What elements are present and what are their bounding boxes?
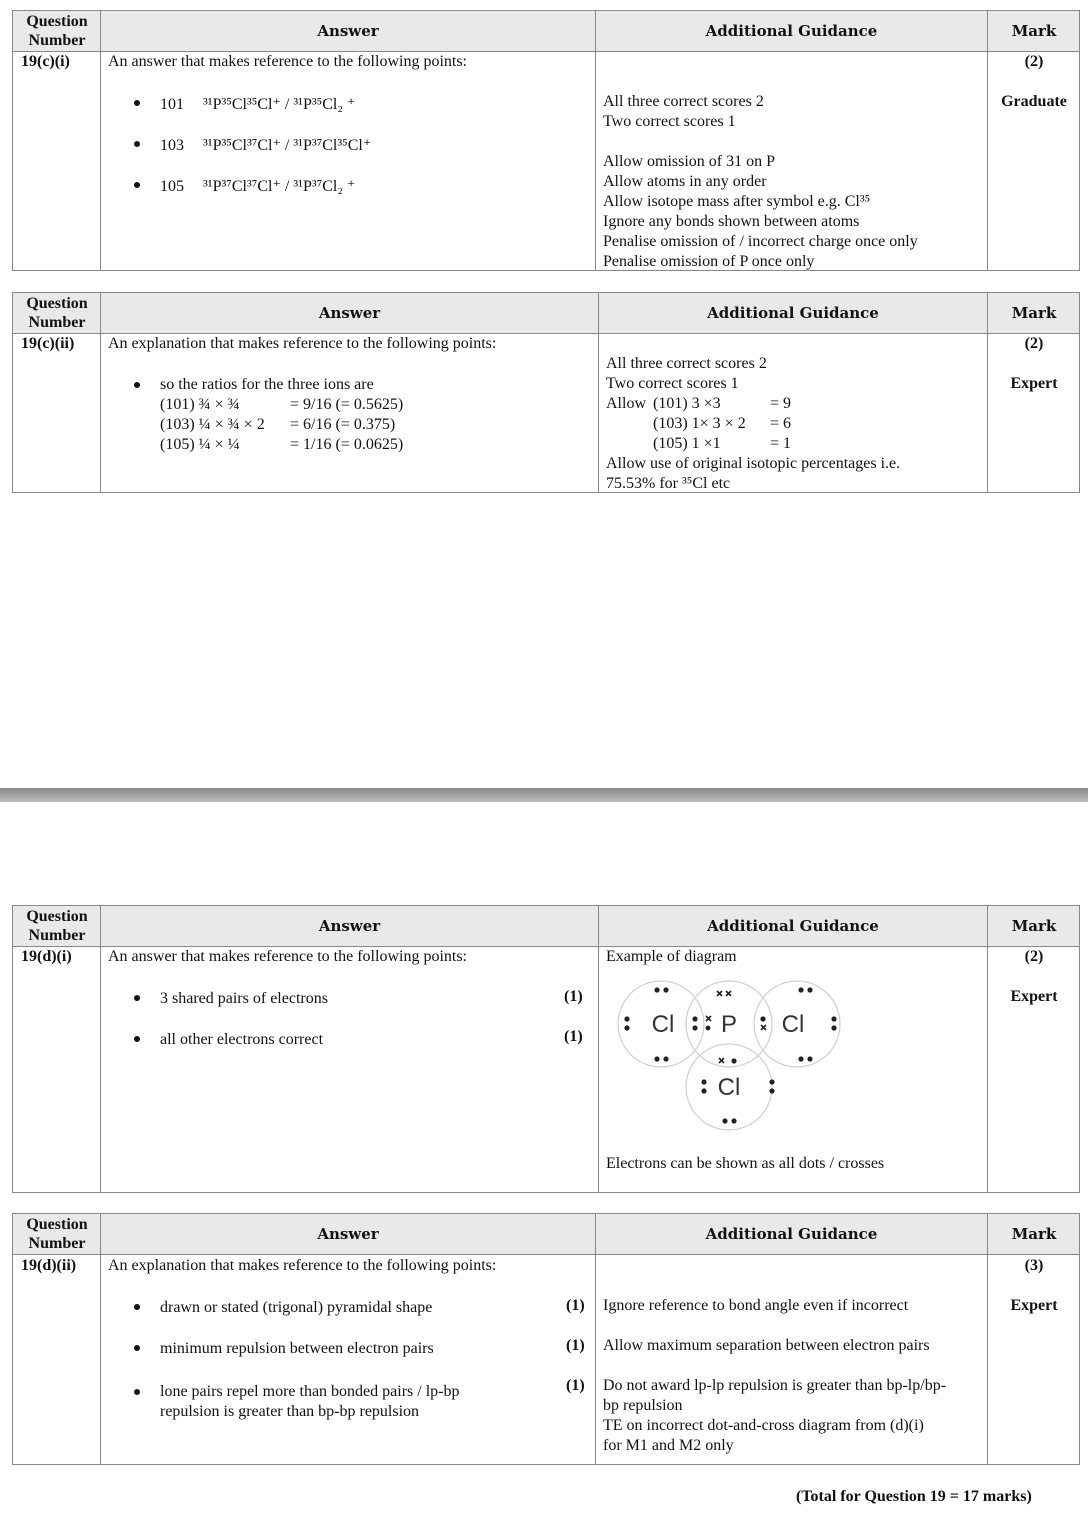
ion-formula: ³¹P³⁵Cl³⁷Cl⁺ / ³¹P³⁷Cl³⁵Cl⁺ [203, 137, 372, 154]
ratio-lhs: (101) ¾ × ¾ [160, 396, 240, 413]
header-mark: Mark [1011, 304, 1057, 322]
mark-level: Graduate [1001, 93, 1067, 110]
ratio-rhs: = 1/16 (= 0.0625) [290, 436, 404, 453]
table-19cii [12, 292, 1080, 493]
dot-and-cross-diagram [613, 970, 853, 1140]
header-guidance: Additional Guidance [707, 304, 879, 322]
mark-value: (2) [1024, 948, 1044, 965]
guidance-line: All three correct scores 2 [606, 355, 767, 372]
guidance-line: for M1 and M2 only [603, 1437, 734, 1454]
allow-lhs: (103) 1× 3 × 2 [653, 415, 746, 432]
ratio-lhs: (103) ¼ × ¾ × 2 [160, 416, 265, 433]
guidance-line: Do not award lp-lp repulsion is greater than bp-lp/bp- [603, 1377, 947, 1394]
answer-point: drawn or stated (trigonal) pyramidal shape [160, 1299, 433, 1316]
guidance-line: Allow use of original isotopic percentages i.e. [606, 455, 901, 472]
header-answer: Answer [318, 304, 381, 322]
question-number: 19(d)(i) [21, 948, 72, 965]
mark-value: (3) [1024, 1257, 1044, 1274]
header-guidance: Additional Guidance [707, 917, 879, 935]
guidance-line: Penalise omission of P once only [603, 253, 815, 270]
guidance-note: Electrons can be shown as all dots / crosses [606, 1155, 885, 1172]
answer-intro: An answer that makes reference to the following points: [108, 948, 467, 965]
question-number: 19(c)(i) [21, 53, 70, 70]
ratio-rhs: = 9/16 (= 0.5625) [290, 396, 404, 413]
atom-label: Cl [781, 1011, 805, 1038]
header-mark: Mark [1011, 1225, 1057, 1243]
point-mark: (1) [564, 1028, 583, 1045]
table-19di [12, 905, 1080, 1193]
header-question-number: Question Number [26, 13, 88, 49]
guidance-allow: Allow [606, 395, 646, 412]
guidance-line: All three correct scores 2 [603, 93, 764, 110]
ratio-rhs: = 6/16 (= 0.375) [290, 416, 396, 433]
ion-mass: 101 [160, 96, 184, 113]
point-mark: (1) [566, 1297, 585, 1314]
table-19ci [12, 10, 1080, 271]
table-19dii [12, 1213, 1080, 1465]
allow-lhs: (101) 3 ×3 [653, 395, 721, 412]
answer-point: 3 shared pairs of electrons [160, 990, 328, 1007]
header-question-number: Question Number [26, 1216, 88, 1252]
allow-rhs: = 6 [770, 415, 792, 432]
mark-level: Expert [1010, 1297, 1058, 1314]
atom-label: Cl [651, 1011, 675, 1038]
mark-level: Expert [1010, 988, 1058, 1005]
mark-value: (2) [1024, 53, 1044, 70]
question-number: 19(d)(ii) [21, 1257, 77, 1274]
allow-rhs: = 9 [770, 395, 792, 412]
guidance-line: Two correct scores 1 [603, 113, 736, 130]
guidance-line: Allow atoms in any order [603, 173, 767, 190]
guidance-line: Two correct scores 1 [606, 375, 739, 392]
answer-point: repulsion is greater than bp-bp repulsion [160, 1403, 420, 1420]
header-answer: Answer [317, 1225, 379, 1243]
header-mark: Mark [1011, 917, 1057, 935]
guidance-line: 75.53% for ³⁵Cl etc [606, 475, 731, 492]
page-divider [0, 788, 1088, 802]
guidance-line: TE on incorrect dot-and-cross diagram from (d)(i) [603, 1417, 924, 1434]
answer-point: all other electrons correct [160, 1031, 324, 1048]
point-mark: (1) [566, 1337, 585, 1354]
header-guidance: Additional Guidance [705, 22, 878, 40]
header-mark: Mark [1011, 22, 1057, 40]
answer-point: lone pairs repel more than bonded pairs / lp-bp [160, 1383, 460, 1400]
guidance-line: Penalise omission of / incorrect charge once only [603, 233, 918, 250]
answer-intro: An explanation that makes reference to the following points: [108, 1257, 497, 1274]
answer-intro: An answer that makes reference to the following points: [108, 53, 467, 70]
header-answer: Answer [318, 917, 381, 935]
guidance-line: Allow isotope mass after symbol e.g. Cl³⁵ [603, 193, 871, 210]
header-question-number: Question Number [26, 908, 88, 944]
ion-formula: ³¹P³⁷Cl³⁷Cl⁺ / ³¹P³⁷Cl₂ ⁺ [203, 178, 356, 195]
question-number: 19(c)(ii) [21, 335, 75, 352]
atom-label: Cl [717, 1074, 741, 1101]
ratio-lhs: (105) ¼ × ¼ [160, 436, 240, 453]
ion-formula: ³¹P³⁵Cl³⁵Cl⁺ / ³¹P³⁵Cl₂ ⁺ [203, 96, 356, 113]
atom-label: P [720, 1011, 738, 1038]
header-guidance: Additional Guidance [705, 1225, 878, 1243]
allow-rhs: = 1 [770, 435, 792, 452]
ion-mass: 105 [160, 178, 184, 195]
mark-level: Expert [1010, 375, 1058, 392]
guidance-line: Allow maximum separation between electron pairs [603, 1337, 930, 1354]
guidance-title: Example of diagram [606, 948, 737, 965]
point-mark: (1) [564, 988, 583, 1005]
guidance-line: Ignore reference to bond angle even if incorrect [603, 1297, 909, 1314]
guidance-line: bp repulsion [603, 1397, 683, 1414]
question-total: (Total for Question 19 = 17 marks) [796, 1488, 1032, 1505]
header-answer: Answer [317, 22, 379, 40]
guidance-line: Ignore any bonds shown between atoms [603, 213, 860, 230]
answer-point: minimum repulsion between electron pairs [160, 1340, 434, 1357]
answer-intro: An explanation that makes reference to the following points: [108, 335, 497, 352]
point-mark: (1) [566, 1377, 585, 1394]
header-question-number: Question Number [26, 295, 88, 331]
guidance-line: Allow omission of 31 on P [603, 153, 776, 170]
ion-mass: 103 [160, 137, 184, 154]
answer-bullet: so the ratios for the three ions are [160, 376, 374, 393]
allow-lhs: (105) 1 ×1 [653, 435, 721, 452]
mark-value: (2) [1024, 335, 1044, 352]
